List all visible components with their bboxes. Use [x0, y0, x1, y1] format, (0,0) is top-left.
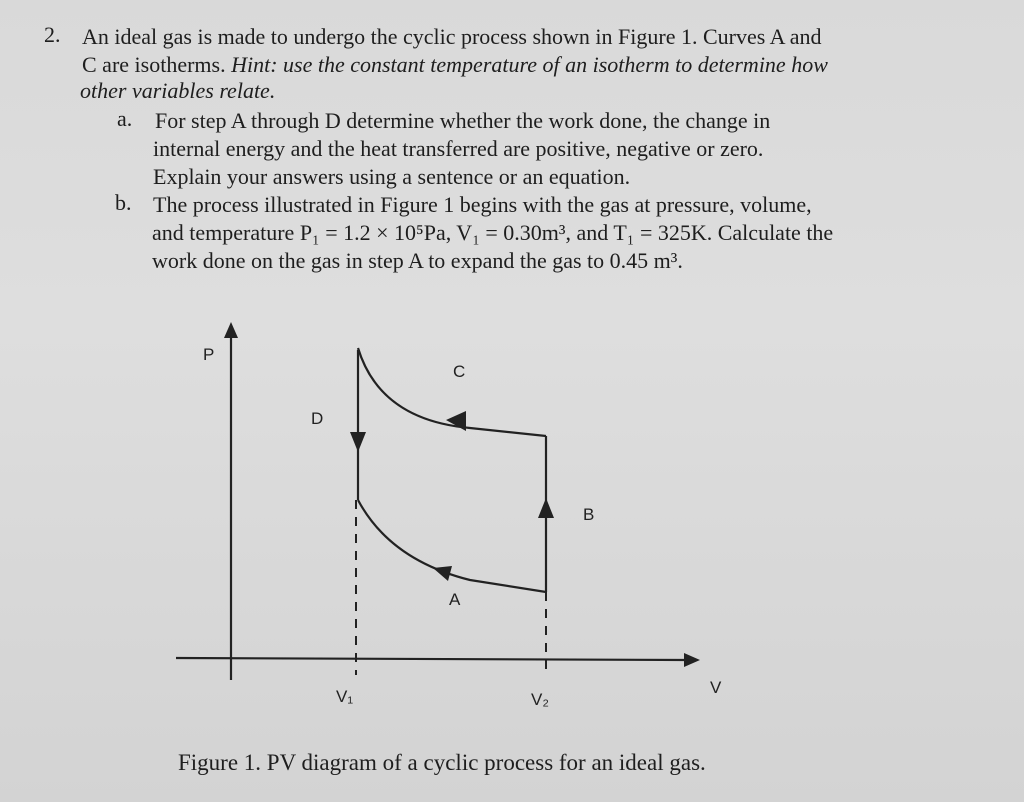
- p-axis-label: P: [203, 345, 215, 364]
- part-b-line-3: work done on the gas in step A to expand the gas to 0.45 m³.: [152, 248, 683, 273]
- v-axis-arrowhead: [684, 653, 700, 667]
- process-b-arrow: [538, 498, 554, 518]
- tick-v2-label: V₂: [531, 690, 549, 709]
- isotherm-c-arrow: [446, 411, 466, 431]
- label-b: B: [583, 505, 595, 524]
- part-a-line-2: internal energy and the heat transferred are positive, negative or zero.: [153, 136, 764, 161]
- isotherm-a-curve: [358, 500, 546, 592]
- process-d-arrow: [350, 432, 366, 452]
- hint-text: Hint: use the constant temperature of an isotherm to determine how: [231, 52, 828, 77]
- intro-line-1: An ideal gas is made to undergo the cyclic process shown in Figure 1. Curves A and: [82, 24, 822, 49]
- part-b-label: b.: [115, 190, 132, 215]
- label-c: C: [453, 362, 466, 381]
- intro-line-2-text: C are isotherms.: [82, 52, 226, 77]
- label-d: D: [311, 409, 324, 428]
- label-a: A: [449, 590, 461, 609]
- part-a-line-1: For step A through D determine whether the work done, the change in: [155, 108, 771, 133]
- isotherm-a-arrow: [433, 566, 452, 581]
- tick-v1-label: V₁: [336, 687, 354, 706]
- part-b-line-1: The process illustrated in Figure 1 begins with the gas at pressure, volume,: [153, 192, 812, 217]
- part-a-line-3: Explain your answers using a sentence or an equation.: [153, 164, 631, 189]
- hint-line-2: other variables relate.: [80, 78, 276, 103]
- p-axis-arrowhead: [224, 322, 238, 338]
- v-axis-label: V: [710, 678, 722, 697]
- part-b-line-2: and temperature P₁ = 1.2 × 10⁵Pa, V₁ = 0.30m³, and T₁ = 325K. Calculate the: [152, 220, 834, 245]
- figure-caption: Figure 1. PV diagram of a cyclic process for an ideal gas.: [178, 750, 706, 775]
- part-a-label: a.: [117, 106, 133, 131]
- question-number: 2.: [44, 22, 61, 47]
- v-axis: [176, 658, 686, 660]
